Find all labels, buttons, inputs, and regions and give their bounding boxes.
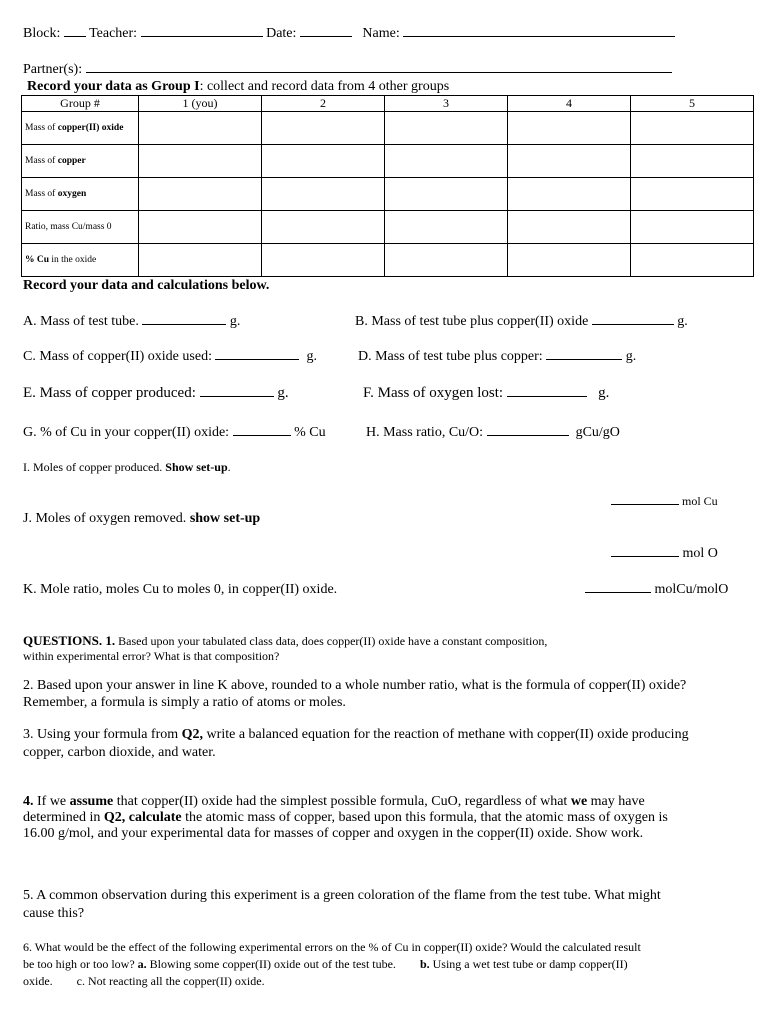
tube-plus-oxide-field[interactable] [592, 324, 674, 325]
line-i: I. Moles of copper produced. Show set-up. [23, 460, 231, 474]
block-field[interactable] [64, 36, 86, 37]
table-row [22, 112, 754, 145]
line-f: F. Mass of oxygen lost: g. [363, 385, 610, 401]
line-k: K. Mole ratio, moles Cu to moles 0, in copper(II) oxide. [23, 582, 338, 597]
table-cell[interactable] [631, 211, 754, 244]
name-label: Name: [362, 26, 400, 41]
line-j-answer: mol O [611, 546, 718, 562]
line-d: D. Mass of test tube plus copper: g. [358, 349, 637, 364]
record-instruction-bold: Record your data as Group I [27, 79, 200, 94]
line-b: B. Mass of test tube plus copper(II) oxide g. [355, 314, 688, 329]
oxygen-lost-field[interactable] [507, 396, 587, 397]
table-row [22, 244, 754, 277]
header-group-1: 1 (you) [139, 96, 262, 112]
date-field[interactable] [300, 36, 352, 37]
percent-cu-field[interactable] [233, 435, 291, 436]
tube-plus-copper-field[interactable] [546, 359, 622, 360]
table-cell[interactable] [262, 178, 385, 211]
table-header-row [22, 96, 754, 112]
table-cell[interactable] [508, 145, 631, 178]
table-cell[interactable] [508, 244, 631, 277]
question-3: 3. Using your formula from Q2, write a balanced equation for the reaction of methane with copper(II) oxide producing copper, carbon dioxide, and water. [23, 727, 689, 760]
header-group: Group # [22, 96, 139, 112]
table-cell[interactable] [139, 244, 262, 277]
record-instruction-rest: : collect and record data from 4 other groups [199, 79, 450, 94]
line-h: H. Mass ratio, Cu/O: gCu/gO [366, 425, 620, 440]
table-cell[interactable] [139, 145, 262, 178]
moles-cu-field[interactable] [611, 504, 679, 505]
teacher-label: Teacher: [89, 26, 138, 41]
table-row [22, 145, 754, 178]
line-k-answer: molCu/molO [585, 582, 728, 598]
table-row [22, 178, 754, 211]
mass-ratio-field[interactable] [487, 435, 569, 436]
table-cell[interactable] [508, 112, 631, 145]
test-tube-mass-field[interactable] [142, 324, 226, 325]
mole-ratio-field[interactable] [585, 592, 651, 593]
line-i-answer: mol Cu [611, 494, 718, 509]
question-1: QUESTIONS. 1. Based upon your tabulated class data, does copper(II) oxide have a constant composition, within experimental error? What is that composition? [23, 633, 548, 663]
table-cell[interactable] [139, 211, 262, 244]
block-label: Block: [23, 26, 61, 41]
table-cell[interactable] [631, 112, 754, 145]
header-group-4: 4 [508, 96, 631, 112]
partner-line [23, 62, 672, 78]
header-line [23, 26, 675, 42]
oxide-used-field[interactable] [215, 359, 299, 360]
table-cell[interactable] [508, 211, 631, 244]
table-cell[interactable] [631, 145, 754, 178]
moles-o-field[interactable] [611, 556, 679, 557]
table-cell[interactable] [262, 145, 385, 178]
table-cell[interactable] [631, 178, 754, 211]
teacher-field[interactable] [141, 36, 263, 37]
question-6: 6. What would be the effect of the following experimental errors on the % of Cu in copper(II) oxide? Would the calculated result be too high or too low? a. Blowing some copper(II) oxide out of the test tube. b. Using a wet test tube or damp copper(II) oxide. c. Not reacting all the copper(II) oxide. [23, 940, 641, 988]
table-cell[interactable] [262, 244, 385, 277]
table-cell[interactable] [385, 211, 508, 244]
date-label: Date: [266, 26, 297, 41]
header-group-3: 3 [385, 96, 508, 112]
table-cell[interactable] [508, 178, 631, 211]
line-g: G. % of Cu in your copper(II) oxide: % Cu [23, 425, 326, 440]
copper-produced-field[interactable] [200, 396, 274, 397]
row-label: Ratio, mass Cu/mass 0 [22, 211, 139, 244]
table-cell[interactable] [631, 244, 754, 277]
partner-field[interactable] [86, 72, 672, 73]
name-field[interactable] [403, 36, 675, 37]
table-cell[interactable] [139, 178, 262, 211]
table-cell[interactable] [262, 211, 385, 244]
header-group-2: 2 [262, 96, 385, 112]
table-cell[interactable] [385, 178, 508, 211]
partner-label: Partner(s): [23, 62, 83, 77]
question-5: 5. A common observation during this experiment is a green coloration of the flame from the test tube. What might cause this? [23, 888, 661, 921]
row-label: Mass of copper [22, 145, 139, 178]
calc-heading: Record your data and calculations below. [23, 278, 270, 293]
record-instruction [27, 79, 449, 95]
line-c: C. Mass of copper(II) oxide used: g. [23, 349, 317, 364]
question-4: 4. If we assume that copper(II) oxide had the simplest possible formula, CuO, regardless of what we may have determined in Q2, calculate the atomic mass of copper, based upon this formula, that the atomic mass of oxygen is 16.00 g/mol, and your experimental data for masses of copper and oxygen in the copper(II) oxide. Show work. [23, 794, 668, 841]
line-e: E. Mass of copper produced: g. [23, 385, 289, 401]
row-label: Mass of oxygen [22, 178, 139, 211]
row-label: % Cu in the oxide [22, 244, 139, 277]
header-group-5: 5 [631, 96, 754, 112]
table-cell[interactable] [385, 112, 508, 145]
table-cell[interactable] [139, 112, 262, 145]
table-cell[interactable] [385, 244, 508, 277]
group-data-table [21, 95, 754, 277]
question-2: 2. Based upon your answer in line K above, rounded to a whole number ratio, what is the formula of copper(II) oxide? Remember, a formula is simply a ratio of atoms or moles. [23, 678, 687, 710]
line-a: A. Mass of test tube. g. [23, 314, 241, 329]
table-cell[interactable] [262, 112, 385, 145]
row-label: Mass of copper(II) oxide [22, 112, 139, 145]
line-j: J. Moles of oxygen removed. show set-up [23, 511, 261, 526]
table-row [22, 211, 754, 244]
table-cell[interactable] [385, 145, 508, 178]
